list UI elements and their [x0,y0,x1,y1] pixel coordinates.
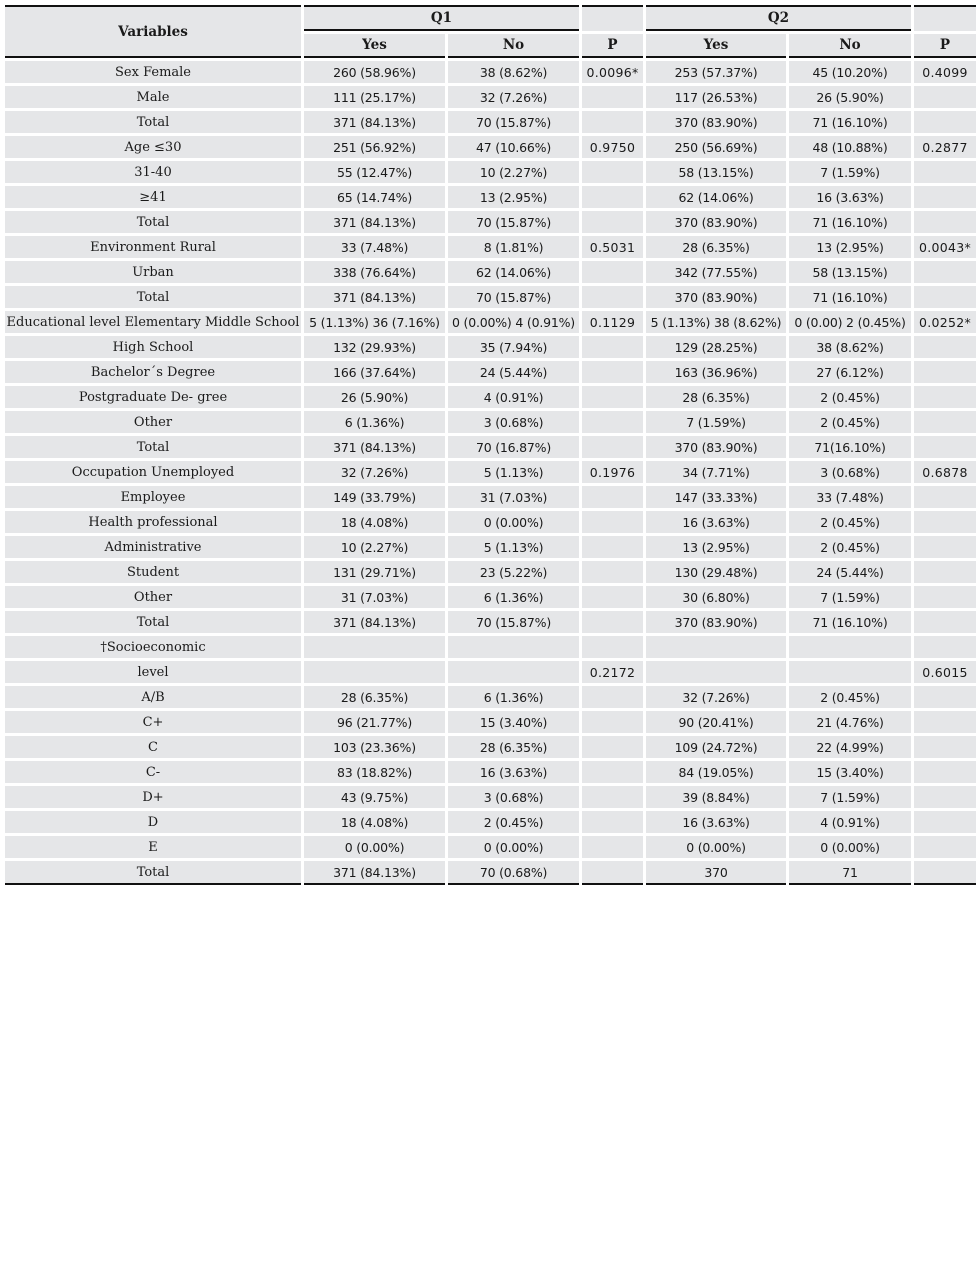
q2-no-cell: 2 (0.45%) [789,386,911,408]
q1-p-value-cell [582,761,643,783]
q2-p-value-cell [914,736,976,758]
variable-cell: Environment Rural [5,236,301,258]
q1-no-cell: 6 (1.36%) [448,586,579,608]
q1-p-value-cell: 0.1129 [582,311,643,333]
q1-yes-cell: 28 (6.35%) [304,686,445,708]
q1-no-cell: 23 (5.22%) [448,561,579,583]
q1-no-cell: 70 (15.87%) [448,286,579,308]
variable-cell: Other [5,586,301,608]
q2-no-cell: 2 (0.45%) [789,511,911,533]
q2-no-cell: 4 (0.91%) [789,811,911,833]
table-row [5,611,976,633]
q2-no-header: No [789,34,911,58]
table-row [5,561,976,583]
q1-p-value-cell [582,561,643,583]
q2-p-value-cell [914,611,976,633]
q1-group-header: Q1 [304,5,579,31]
q2-yes-cell: 0 (0.00%) [646,836,786,858]
q1-no-cell: 70 (15.87%) [448,211,579,233]
variable-cell: Total [5,111,301,133]
q1-no-cell [448,661,579,683]
q2-no-cell: 48 (10.88%) [789,136,911,158]
q1-yes-cell: 371 (84.13%) [304,611,445,633]
q2-no-cell: 22 (4.99%) [789,736,911,758]
q2-p-value-cell [914,111,976,133]
table-row [5,286,976,308]
q1-p-value-cell: 0.2172 [582,661,643,683]
q2-p-header: P [914,34,976,58]
q1-no-header: No [448,34,579,58]
q1-blank-header [582,5,643,31]
q1-no-cell: 5 (1.13%) [448,536,579,558]
table-row [5,361,976,383]
q1-p-value-cell [582,386,643,408]
q1-yes-cell: 0 (0.00%) [304,836,445,858]
table-row [5,436,976,458]
q1-p-value-cell [582,836,643,858]
q2-no-cell: 71 (16.10%) [789,611,911,633]
variable-cell: A/B [5,686,301,708]
q2-yes-cell: 370 (83.90%) [646,111,786,133]
variable-cell: E [5,836,301,858]
q2-yes-cell: 16 (3.63%) [646,511,786,533]
q2-yes-cell: 253 (57.37%) [646,61,786,83]
q1-p-value-cell [582,686,643,708]
q2-p-value-cell [914,636,976,658]
table-row [5,536,976,558]
variable-cell: Age ≤30 [5,136,301,158]
q1-no-cell: 31 (7.03%) [448,486,579,508]
q1-yes-cell: 132 (29.93%) [304,336,445,358]
q1-yes-header: Yes [304,34,445,58]
q2-yes-cell: 39 (8.84%) [646,786,786,808]
q2-yes-cell: 34 (7.71%) [646,461,786,483]
q2-no-cell: 26 (5.90%) [789,86,911,108]
q2-yes-cell: 16 (3.63%) [646,811,786,833]
table-row [5,486,976,508]
table-row [5,411,976,433]
variable-cell: Urban [5,261,301,283]
q1-p-header: P [582,34,643,58]
q2-no-cell: 16 (3.63%) [789,186,911,208]
q2-p-value-cell [914,186,976,208]
q1-p-value-cell [582,711,643,733]
q2-p-value-cell [914,711,976,733]
q2-yes-cell: 32 (7.26%) [646,686,786,708]
table-row [5,511,976,533]
q2-p-value-cell [914,561,976,583]
q1-yes-cell: 55 (12.47%) [304,161,445,183]
q2-yes-cell: 370 (83.90%) [646,211,786,233]
table-row [5,811,976,833]
q1-yes-cell: 96 (21.77%) [304,711,445,733]
table-body [5,61,976,885]
variable-cell: 31-40 [5,161,301,183]
q2-p-value-cell: 0.6878 [914,461,976,483]
q1-p-value-cell: 0.9750 [582,136,643,158]
variable-cell: Male [5,86,301,108]
q1-yes-cell: 103 (23.36%) [304,736,445,758]
q1-no-cell: 5 (1.13%) [448,461,579,483]
q1-yes-cell: 251 (56.92%) [304,136,445,158]
q2-yes-cell: 28 (6.35%) [646,386,786,408]
q2-p-value-cell: 0.0252* [914,311,976,333]
q1-yes-cell: 32 (7.26%) [304,461,445,483]
q2-no-cell: 71(16.10%) [789,436,911,458]
q2-yes-cell: 342 (77.55%) [646,261,786,283]
table-row [5,711,976,733]
q2-no-cell: 7 (1.59%) [789,786,911,808]
table-row [5,386,976,408]
q1-p-value-cell [582,86,643,108]
q1-no-cell: 15 (3.40%) [448,711,579,733]
variable-cell: ≥41 [5,186,301,208]
q2-yes-cell: 84 (19.05%) [646,761,786,783]
q1-p-value-cell [582,636,643,658]
q2-p-value-cell: 0.2877 [914,136,976,158]
q1-yes-cell: 18 (4.08%) [304,811,445,833]
table-row [5,236,976,258]
q1-no-cell: 70 (0.68%) [448,861,579,885]
q1-p-value-cell [582,111,643,133]
q2-p-value-cell: 0.4099 [914,61,976,83]
variable-cell: Postgraduate De- gree [5,386,301,408]
q2-p-value-cell [914,511,976,533]
q2-yes-cell: 7 (1.59%) [646,411,786,433]
q1-no-cell: 62 (14.06%) [448,261,579,283]
q1-no-cell: 28 (6.35%) [448,736,579,758]
q2-p-value-cell [914,86,976,108]
demographics-table [2,2,978,888]
q1-p-value-cell [582,161,643,183]
q1-no-cell: 16 (3.63%) [448,761,579,783]
q2-yes-cell: 130 (29.48%) [646,561,786,583]
q2-yes-cell: 129 (28.25%) [646,336,786,358]
q1-p-value-cell [582,486,643,508]
variable-cell: D+ [5,786,301,808]
variable-cell: Total [5,211,301,233]
q2-yes-cell: 109 (24.72%) [646,736,786,758]
q2-no-cell: 0 (0.00) 2 (0.45%) [789,311,911,333]
q2-p-value-cell [914,786,976,808]
q1-yes-cell: 371 (84.13%) [304,211,445,233]
q2-no-cell: 71 (16.10%) [789,211,911,233]
variable-cell: †Socioeconomic [5,636,301,658]
q1-yes-cell: 371 (84.13%) [304,111,445,133]
q2-no-cell: 33 (7.48%) [789,486,911,508]
q2-no-cell: 71 (16.10%) [789,286,911,308]
table-row [5,686,976,708]
q1-yes-cell: 371 (84.13%) [304,286,445,308]
q2-p-value-cell [914,361,976,383]
q2-p-value-cell [914,436,976,458]
q1-yes-cell: 65 (14.74%) [304,186,445,208]
q1-p-value-cell [582,186,643,208]
q2-p-value-cell [914,261,976,283]
table-row [5,311,976,333]
q2-p-value-cell [914,836,976,858]
q1-no-cell: 0 (0.00%) [448,511,579,533]
q1-yes-cell: 6 (1.36%) [304,411,445,433]
q1-no-cell [448,636,579,658]
q2-yes-cell: 250 (56.69%) [646,136,786,158]
q1-p-value-cell [582,261,643,283]
q2-no-cell: 27 (6.12%) [789,361,911,383]
table-row [5,661,976,683]
variable-cell: C- [5,761,301,783]
q2-no-cell: 15 (3.40%) [789,761,911,783]
q2-no-cell: 7 (1.59%) [789,161,911,183]
q2-no-cell: 2 (0.45%) [789,686,911,708]
q1-p-value-cell [582,861,643,885]
q1-p-value-cell [582,786,643,808]
q2-no-cell: 71 (16.10%) [789,111,911,133]
q2-no-cell: 24 (5.44%) [789,561,911,583]
q2-yes-cell: 62 (14.06%) [646,186,786,208]
variables-header: Variables [5,5,301,58]
q2-blank-header [914,5,976,31]
variable-cell: Occupation Unemployed [5,461,301,483]
q1-yes-cell: 18 (4.08%) [304,511,445,533]
q1-no-cell: 2 (0.45%) [448,811,579,833]
q1-p-value-cell [582,511,643,533]
q2-p-value-cell [914,336,976,358]
q2-no-cell: 21 (4.76%) [789,711,911,733]
table-row [5,861,976,885]
table-row [5,136,976,158]
q2-p-value-cell [914,386,976,408]
q1-no-cell: 8 (1.81%) [448,236,579,258]
variable-cell: Total [5,436,301,458]
q1-p-value-cell: 0.1976 [582,461,643,483]
q1-no-cell: 3 (0.68%) [448,411,579,433]
q1-no-cell: 6 (1.36%) [448,686,579,708]
q1-yes-cell: 31 (7.03%) [304,586,445,608]
table-row [5,786,976,808]
q1-yes-cell: 5 (1.13%) 36 (7.16%) [304,311,445,333]
q2-yes-cell: 370 (83.90%) [646,286,786,308]
q1-yes-cell: 166 (37.64%) [304,361,445,383]
q2-yes-cell [646,661,786,683]
q2-p-value-cell: 0.0043* [914,236,976,258]
q1-yes-cell: 131 (29.71%) [304,561,445,583]
q2-p-value-cell [914,486,976,508]
q2-yes-cell: 370 (83.90%) [646,611,786,633]
variable-cell: level [5,661,301,683]
q1-no-cell: 13 (2.95%) [448,186,579,208]
table-row [5,111,976,133]
q2-yes-cell: 90 (20.41%) [646,711,786,733]
table-row [5,836,976,858]
q1-p-value-cell: 0.5031 [582,236,643,258]
q1-no-cell: 3 (0.68%) [448,786,579,808]
q1-yes-cell: 149 (33.79%) [304,486,445,508]
q2-p-value-cell [914,761,976,783]
table-row [5,211,976,233]
q1-no-cell: 0 (0.00%) 4 (0.91%) [448,311,579,333]
q2-no-cell: 0 (0.00%) [789,836,911,858]
q2-yes-cell: 147 (33.33%) [646,486,786,508]
q1-no-cell: 70 (15.87%) [448,111,579,133]
table-row [5,261,976,283]
table-row [5,161,976,183]
q1-p-value-cell [582,736,643,758]
data-table-container [5,5,973,885]
q2-p-value-cell [914,811,976,833]
variable-cell: Health professional [5,511,301,533]
table-row [5,86,976,108]
q1-yes-cell: 260 (58.96%) [304,61,445,83]
variable-cell: Student [5,561,301,583]
q1-no-cell: 70 (16.87%) [448,436,579,458]
q1-no-cell: 24 (5.44%) [448,361,579,383]
q1-yes-cell: 371 (84.13%) [304,861,445,885]
q1-yes-cell: 83 (18.82%) [304,761,445,783]
variable-cell: C [5,736,301,758]
q1-no-cell: 10 (2.27%) [448,161,579,183]
table-row [5,461,976,483]
q2-yes-cell: 117 (26.53%) [646,86,786,108]
table-row [5,186,976,208]
q2-yes-cell: 58 (13.15%) [646,161,786,183]
q2-group-header: Q2 [646,5,911,31]
q1-no-cell: 32 (7.26%) [448,86,579,108]
q2-yes-cell: 370 (83.90%) [646,436,786,458]
q1-no-cell: 4 (0.91%) [448,386,579,408]
q2-no-cell: 7 (1.59%) [789,586,911,608]
variable-cell: Bachelor´s Degree [5,361,301,383]
q1-yes-cell: 33 (7.48%) [304,236,445,258]
table-row [5,736,976,758]
q2-no-cell: 38 (8.62%) [789,336,911,358]
q2-p-value-cell: 0.6015 [914,661,976,683]
q1-p-value-cell [582,286,643,308]
q1-p-value-cell [582,361,643,383]
q2-no-cell: 13 (2.95%) [789,236,911,258]
variable-cell: Educational level Elementary Middle School [5,311,301,333]
q1-p-value-cell [582,211,643,233]
q1-yes-cell: 43 (9.75%) [304,786,445,808]
q1-p-value-cell [582,586,643,608]
table-row [5,336,976,358]
q2-p-value-cell [914,211,976,233]
q2-p-value-cell [914,411,976,433]
q1-p-value-cell [582,336,643,358]
q1-p-value-cell [582,811,643,833]
table-row [5,636,976,658]
q1-yes-cell: 111 (25.17%) [304,86,445,108]
table-row [5,61,976,83]
q1-p-value-cell [582,411,643,433]
q2-p-value-cell [914,286,976,308]
q1-yes-cell: 26 (5.90%) [304,386,445,408]
q2-p-value-cell [914,861,976,885]
variable-cell: Administrative [5,536,301,558]
variable-cell: Employee [5,486,301,508]
q2-no-cell: 2 (0.45%) [789,536,911,558]
table-header [5,5,976,58]
q2-no-cell [789,636,911,658]
q1-yes-cell: 338 (76.64%) [304,261,445,283]
q2-yes-cell: 370 [646,861,786,885]
q2-no-cell: 2 (0.45%) [789,411,911,433]
q2-no-cell: 3 (0.68%) [789,461,911,483]
q2-no-cell: 58 (13.15%) [789,261,911,283]
q1-no-cell: 38 (8.62%) [448,61,579,83]
q1-no-cell: 35 (7.94%) [448,336,579,358]
q2-p-value-cell [914,686,976,708]
q2-yes-cell: 28 (6.35%) [646,236,786,258]
q1-yes-cell [304,636,445,658]
table-row [5,586,976,608]
q1-yes-cell: 10 (2.27%) [304,536,445,558]
q2-yes-cell: 30 (6.80%) [646,586,786,608]
q2-p-value-cell [914,161,976,183]
variable-cell: Total [5,861,301,885]
variable-cell: Sex Female [5,61,301,83]
q1-yes-cell [304,661,445,683]
q2-yes-cell: 163 (36.96%) [646,361,786,383]
q2-yes-cell [646,636,786,658]
q1-p-value-cell [582,611,643,633]
q1-p-value-cell [582,436,643,458]
q2-no-cell: 71 [789,861,911,885]
q2-no-cell: 45 (10.20%) [789,61,911,83]
q1-p-value-cell [582,536,643,558]
q2-p-value-cell [914,586,976,608]
variable-cell: Total [5,286,301,308]
q2-yes-cell: 5 (1.13%) 38 (8.62%) [646,311,786,333]
table-row [5,761,976,783]
q1-yes-cell: 371 (84.13%) [304,436,445,458]
q2-yes-cell: 13 (2.95%) [646,536,786,558]
q2-yes-header: Yes [646,34,786,58]
q2-no-cell [789,661,911,683]
variable-cell: Other [5,411,301,433]
q2-p-value-cell [914,536,976,558]
variable-cell: C+ [5,711,301,733]
q1-p-value-cell: 0.0096* [582,61,643,83]
variable-cell: High School [5,336,301,358]
variable-cell: Total [5,611,301,633]
q1-no-cell: 0 (0.00%) [448,836,579,858]
variable-cell: D [5,811,301,833]
q1-no-cell: 47 (10.66%) [448,136,579,158]
q1-no-cell: 70 (15.87%) [448,611,579,633]
